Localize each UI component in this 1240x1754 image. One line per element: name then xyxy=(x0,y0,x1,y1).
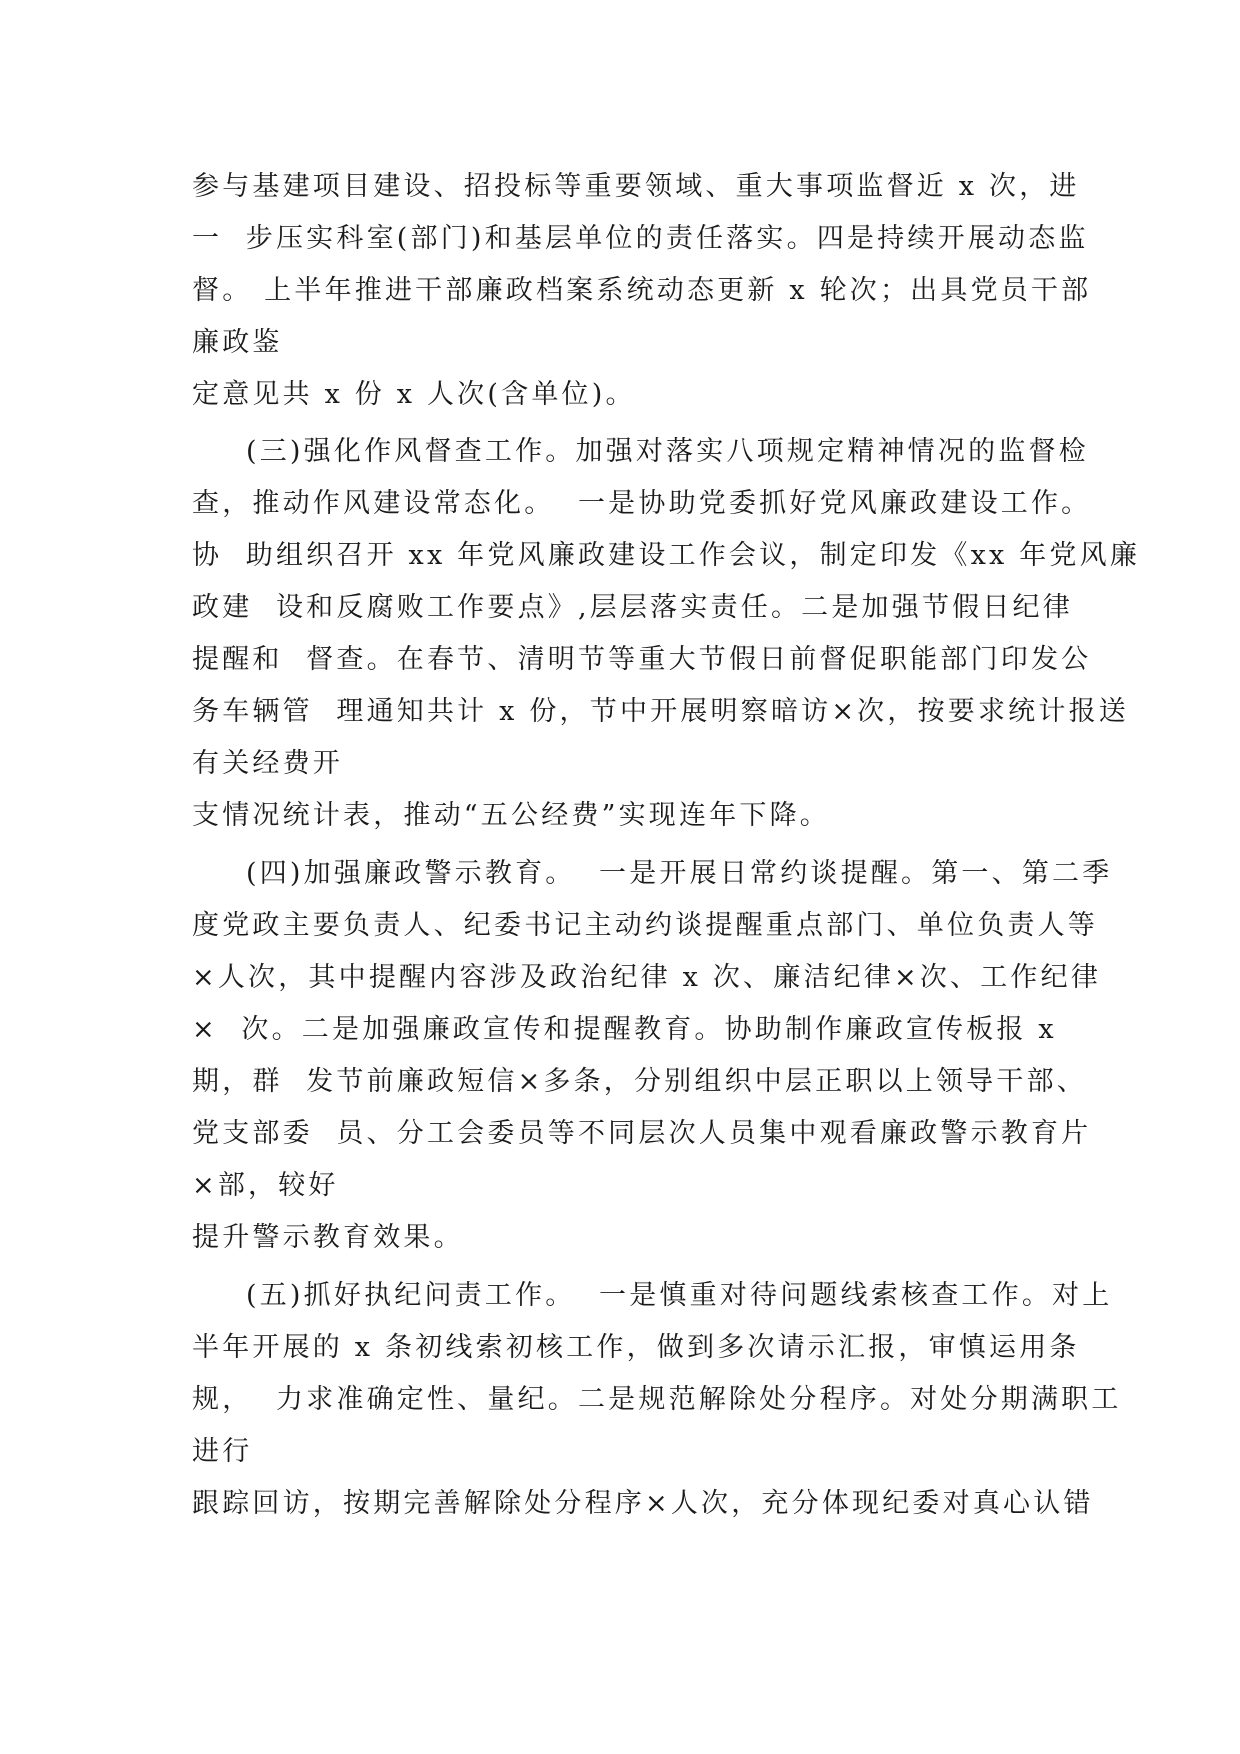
text-line: 期，群 发节前廉政短信×多条，分别组织中层正职以上领导干部、 xyxy=(192,1066,1087,1097)
text-line: 提醒和 督查。在春节、清明节等重大节假日前督促职能部门印发公 xyxy=(192,644,1092,675)
text-line: 进行 xyxy=(192,1436,253,1467)
text-line: 参与基建项目建设、招投标等重要领域、重大事项监督近 x 次，进 xyxy=(192,171,1080,202)
text-line: 一 步压实科室(部门)和基层单位的责任落实。四是持续开展动态监 xyxy=(192,223,1089,254)
text-line: ×人次，其中提醒内容涉及政治纪律 x 次、廉洁纪律×次、工作纪律 xyxy=(192,962,1102,993)
text-line: 跟踪回访，按期完善解除处分程序×人次，充分体现纪委对真心认错 xyxy=(192,1488,1094,1519)
text-line: ×部，较好 xyxy=(192,1170,339,1201)
text-line: 度党政主要负责人、纪委书记主动约谈提醒重点部门、单位负责人等 xyxy=(192,910,1098,941)
text-line: 半年开展的 x 条初线索初核工作，做到多次请示汇报，审慎运用条 xyxy=(192,1332,1080,1363)
text-line: 党支部委 员、分工会委员等不同层次人员集中观看廉政警示教育片 xyxy=(192,1118,1092,1149)
paragraph-heading-line: (四)加强廉政警示教育。 一是开展日常约谈提醒。第一、第二季 xyxy=(246,858,1113,889)
paragraph-heading-line: (五)抓好执纪问责工作。 一是慎重对待问题线索核查工作。对上 xyxy=(246,1280,1113,1311)
text-line: 规， 力求准确定性、量纪。二是规范解除处分程序。对处分期满职工 xyxy=(192,1384,1122,1415)
text-line: 支情况统计表，推动“五公经费”实现连年下降。 xyxy=(192,800,831,831)
text-line: 政建 设和反腐败工作要点》,层层落实责任。二是加强节假日纪律 xyxy=(192,592,1073,623)
paragraph-heading-line: (三)强化作风督查工作。加强对落实八项规定精神情况的监督检 xyxy=(246,436,1089,467)
text-line: 查，推动作风建设常态化。 一是协助党委抓好党风廉政建设工作。 xyxy=(192,488,1092,519)
text-line: 有关经费开 xyxy=(192,748,343,779)
text-line: 协 助组织召开 xx 年党风廉政建设工作会议，制定印发《xx 年党风廉 xyxy=(192,540,1141,571)
text-line: 定意见共 x 份 x 人次(含单位)。 xyxy=(192,379,636,410)
text-line: 提升警示教育效果。 xyxy=(192,1222,464,1253)
text-line: 务车辆管 理通知共计 x 份，节中开展明察暗访×次，按要求统计报送 xyxy=(192,696,1129,727)
text-line: × 次。二是加强廉政宣传和提醒教育。协助制作廉政宣传板报 x xyxy=(192,1014,1057,1045)
text-line: 督。 上半年推进干部廉政档案系统动态更新 x 轮次；出具党员干部 xyxy=(192,275,1092,306)
text-line: 廉政鉴 xyxy=(192,327,283,358)
